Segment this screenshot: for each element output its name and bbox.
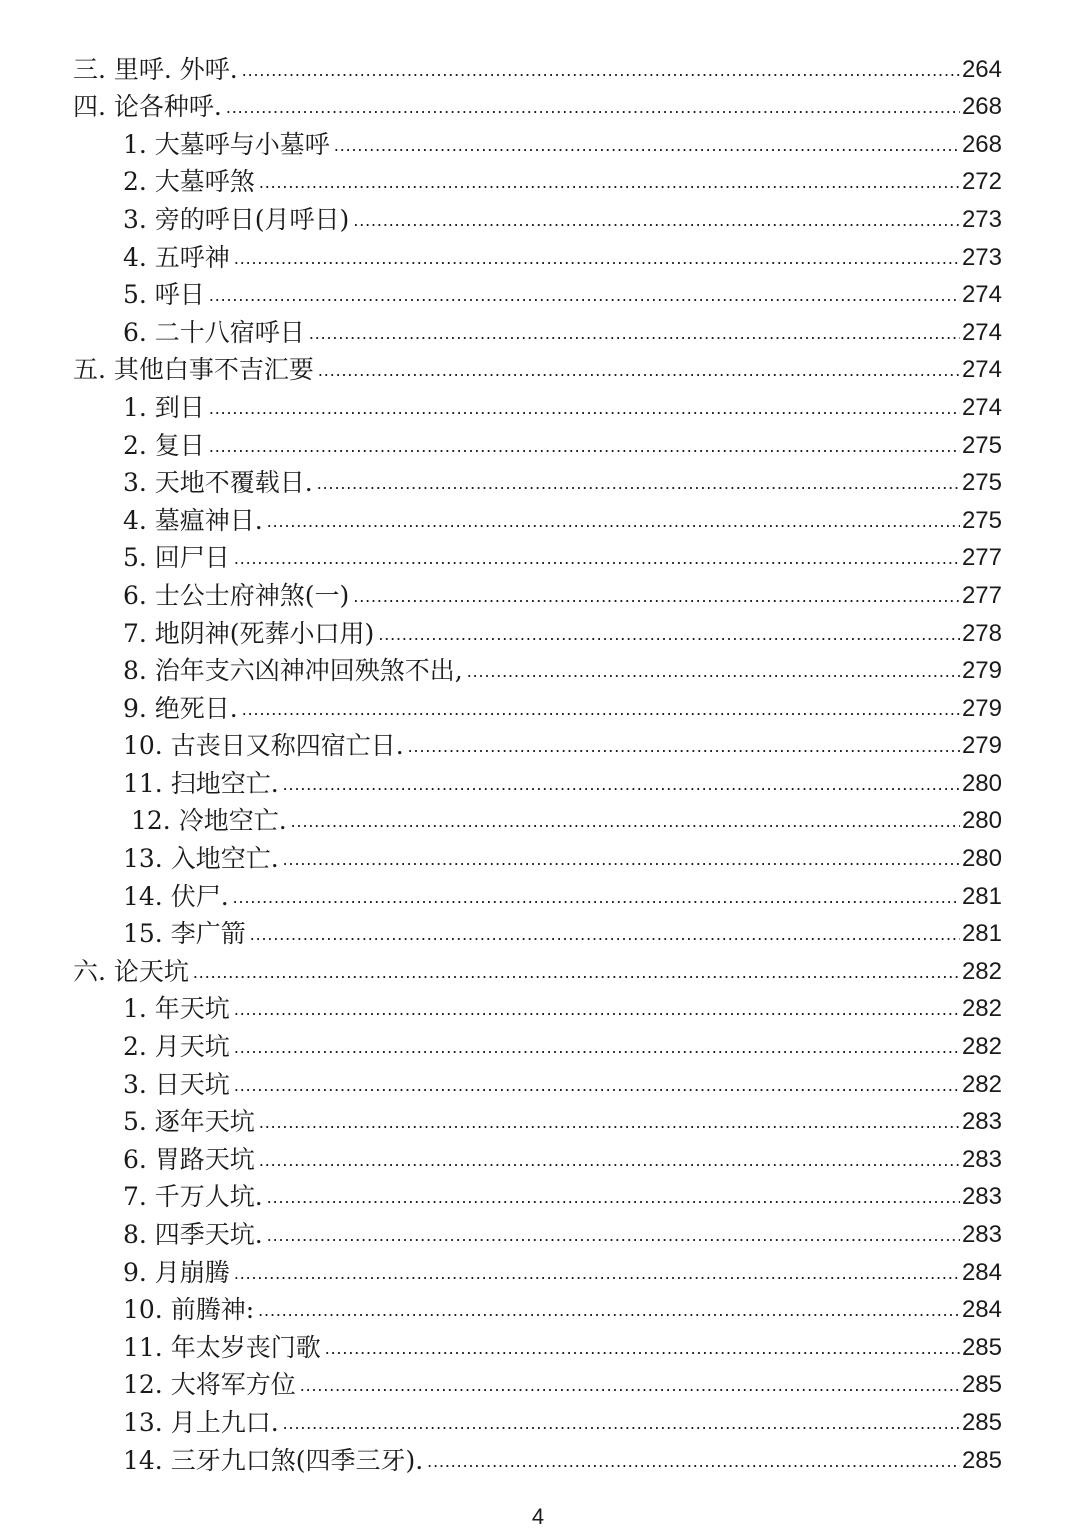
dot-leader — [234, 1070, 960, 1100]
dot-leader — [209, 393, 960, 423]
toc-entry-page: 285 — [961, 1408, 1002, 1436]
toc-entry[interactable] — [0, 461, 1076, 499]
toc-entry-page: 285 — [961, 1333, 1002, 1361]
dot-leader — [334, 130, 960, 160]
toc-entry-page: 283 — [961, 1183, 1002, 1211]
dot-leader — [283, 844, 960, 874]
toc-entry[interactable] — [0, 1363, 1076, 1401]
toc-entry-page: 275 — [961, 506, 1002, 534]
toc-entry-page: 275 — [961, 431, 1002, 459]
dot-leader — [233, 882, 960, 912]
toc-entry-page: 274 — [961, 281, 1002, 309]
toc-entry-page: 275 — [961, 469, 1002, 497]
toc-entry-page: 282 — [961, 995, 1002, 1023]
toc-entry[interactable] — [0, 1325, 1076, 1363]
toc-entry[interactable] — [0, 987, 1076, 1025]
toc-entry-title: 四. 论各种呼. — [73, 92, 222, 122]
toc-entry-page: 268 — [961, 93, 1002, 121]
toc-entry-title: 12. 冷地空亡. — [131, 806, 287, 836]
toc-entry-title: 6. 士公士府神煞(一) — [123, 580, 350, 610]
toc-entry[interactable] — [0, 649, 1076, 687]
toc-entry-title: 9. 绝死日. — [123, 693, 238, 723]
toc-entry-title: 五. 其他白事不吉汇要 — [73, 355, 314, 385]
toc-entry-title: 11. 年太岁丧门歌 — [123, 1332, 321, 1362]
toc-entry[interactable] — [0, 799, 1076, 837]
toc-entry-page: 272 — [961, 168, 1002, 196]
toc-entry-title: 15. 李广箭 — [123, 919, 246, 949]
dot-leader — [353, 581, 960, 611]
toc-entry-page: 282 — [961, 1033, 1002, 1061]
dot-leader — [234, 1258, 960, 1288]
toc-entry-title: 10. 前腾神: — [123, 1295, 255, 1325]
toc-entry-title: 11. 扫地空亡. — [123, 768, 279, 798]
toc-entry[interactable] — [0, 423, 1076, 461]
dot-leader — [267, 1182, 960, 1212]
toc-section[interactable] — [0, 348, 1076, 386]
toc-entry-page: 273 — [961, 205, 1002, 233]
dot-leader — [408, 731, 960, 761]
dot-leader — [267, 506, 960, 536]
toc-entry-page: 279 — [961, 694, 1002, 722]
toc-entry[interactable] — [0, 1438, 1076, 1476]
toc-entry-title: 2. 大墓呼煞 — [123, 167, 255, 197]
toc-entry[interactable] — [0, 122, 1076, 160]
toc-entry-title: 12. 大将军方位 — [123, 1370, 296, 1400]
toc-entry[interactable] — [0, 1024, 1076, 1062]
toc-entry-page: 264 — [961, 55, 1002, 83]
toc-entry-title: 2. 复日 — [123, 430, 205, 460]
toc-entry-title: 三. 里呼. 外呼. — [73, 54, 238, 84]
toc-entry-page: 284 — [961, 1296, 1002, 1324]
toc-entry-title: 14. 伏尸. — [123, 881, 229, 911]
dot-leader — [267, 1220, 960, 1250]
toc-entry-title: 1. 年天坑 — [123, 994, 230, 1024]
toc-entry[interactable] — [0, 536, 1076, 574]
toc-entry-title: 5. 回尸日 — [123, 543, 230, 573]
toc-entry-page: 279 — [961, 732, 1002, 760]
toc-entry-title: 4. 五呼神 — [123, 242, 230, 272]
dot-leader — [242, 694, 960, 724]
dot-leader — [309, 318, 960, 348]
toc-entry-page: 274 — [961, 356, 1002, 384]
page-number: 4 — [531, 1504, 545, 1529]
toc-entry[interactable] — [0, 836, 1076, 874]
toc-entry-title: 3. 天地不覆载日. — [123, 468, 313, 498]
dot-leader — [283, 1408, 960, 1438]
toc-entry-title: 10. 古丧日又称四宿亡日. — [123, 731, 404, 761]
toc-entry[interactable] — [0, 912, 1076, 950]
toc-entry-page: 283 — [961, 1221, 1002, 1248]
dot-leader — [250, 919, 960, 949]
toc-entry-page: 280 — [961, 769, 1002, 797]
toc-entry-title: 5. 逐年天坑 — [123, 1107, 255, 1137]
dot-leader — [242, 55, 960, 85]
toc-entry[interactable] — [0, 573, 1076, 611]
toc-entry[interactable] — [0, 1175, 1076, 1213]
dot-leader — [259, 167, 960, 197]
toc-entry[interactable] — [0, 197, 1076, 235]
toc-entry[interactable] — [0, 1250, 1076, 1288]
toc-section[interactable] — [0, 949, 1076, 987]
toc-entry[interactable] — [0, 1400, 1076, 1438]
dot-leader — [427, 1446, 960, 1476]
toc-entry[interactable] — [0, 273, 1076, 311]
dot-leader — [234, 994, 960, 1024]
toc-entry-title: 6. 二十八宿呼日 — [123, 317, 305, 347]
dot-leader — [317, 468, 960, 498]
toc-entry-page: 274 — [961, 318, 1002, 346]
toc-entry[interactable] — [0, 611, 1076, 649]
toc-entry-page: 282 — [961, 957, 1002, 985]
dot-leader — [209, 431, 960, 461]
toc-entry[interactable] — [0, 1212, 1076, 1250]
toc-entry-page: 281 — [961, 920, 1002, 948]
dot-leader — [291, 806, 960, 836]
toc-section[interactable] — [0, 85, 1076, 123]
toc-entry-title: 3. 日天坑 — [123, 1069, 230, 1099]
toc-entry-page: 284 — [961, 1258, 1002, 1286]
toc-entry-title: 13. 入地空亡. — [123, 844, 279, 874]
toc-entry[interactable] — [0, 1137, 1076, 1175]
toc-entry-page: 268 — [961, 130, 1002, 158]
toc-entry-page: 283 — [961, 1108, 1002, 1136]
toc-entry[interactable] — [0, 724, 1076, 762]
table-of-contents — [0, 47, 1076, 1476]
dot-leader — [258, 1295, 960, 1325]
toc-entry-title: 2. 月天坑 — [123, 1032, 230, 1062]
toc-entry-page: 278 — [961, 619, 1002, 647]
toc-section[interactable] — [0, 47, 1076, 85]
toc-entry[interactable] — [0, 310, 1076, 348]
dot-leader — [259, 1107, 960, 1137]
toc-entry-title: 六. 论天坑 — [73, 956, 189, 986]
toc-entry-page: 285 — [961, 1446, 1002, 1474]
dot-leader — [209, 280, 960, 310]
toc-entry-title: 5. 呼日 — [123, 280, 205, 310]
toc-entry-title: 1. 到日 — [123, 392, 205, 422]
toc-entry-page: 277 — [961, 581, 1002, 609]
toc-entry-title: 8. 四季天坑. — [123, 1220, 263, 1249]
toc-entry-title: 9. 月崩腾 — [123, 1257, 230, 1287]
toc-entry-title: 14. 三牙九口煞(四季三牙). — [123, 1445, 424, 1475]
toc-entry-page: 281 — [961, 882, 1002, 910]
toc-entry-page: 280 — [961, 845, 1002, 873]
dot-leader — [234, 243, 960, 273]
toc-entry-title: 8. 治年支六凶神冲回殃煞不出, — [123, 656, 463, 686]
dot-leader — [325, 1333, 960, 1363]
toc-entry[interactable] — [0, 1100, 1076, 1138]
toc-entry-page: 285 — [961, 1371, 1002, 1399]
toc-entry-page: 283 — [961, 1145, 1002, 1173]
dot-leader — [226, 92, 960, 122]
toc-entry[interactable] — [0, 1288, 1076, 1326]
toc-entry-page: 279 — [961, 657, 1002, 685]
toc-entry[interactable] — [0, 235, 1076, 273]
dot-leader — [259, 1145, 960, 1175]
dot-leader — [318, 355, 960, 385]
dot-leader — [234, 543, 960, 573]
toc-entry-page: 273 — [961, 243, 1002, 271]
toc-entry[interactable] — [0, 1062, 1076, 1100]
dot-leader — [467, 656, 960, 686]
dot-leader — [378, 619, 960, 649]
toc-entry-title: 7. 千万人坑. — [123, 1182, 263, 1212]
toc-entry-page: 280 — [961, 807, 1002, 835]
toc-entry[interactable] — [0, 686, 1076, 724]
toc-entry-title: 6. 胃路天坑 — [123, 1144, 255, 1174]
toc-entry[interactable] — [0, 874, 1076, 912]
toc-entry[interactable] — [0, 385, 1076, 423]
toc-entry-page: 274 — [961, 393, 1002, 421]
toc-entry[interactable] — [0, 160, 1076, 198]
dot-leader — [300, 1370, 960, 1400]
toc-entry-page: 277 — [961, 544, 1002, 572]
toc-entry[interactable] — [0, 761, 1076, 799]
toc-entry-title: 4. 墓瘟神日. — [123, 505, 263, 535]
toc-entry-title: 1. 大墓呼与小墓呼 — [123, 129, 330, 159]
toc-entry-page: 282 — [961, 1070, 1002, 1098]
dot-leader — [234, 1032, 960, 1062]
dot-leader — [283, 769, 960, 799]
toc-entry-title: 13. 月上九口. — [123, 1407, 279, 1437]
toc-entry-title: 3. 旁的呼日(月呼日) — [123, 204, 350, 234]
toc-entry-title: 7. 地阴神(死葬小口用) — [123, 618, 375, 648]
dot-leader — [353, 205, 960, 235]
dot-leader — [193, 957, 960, 987]
toc-entry[interactable] — [0, 498, 1076, 536]
